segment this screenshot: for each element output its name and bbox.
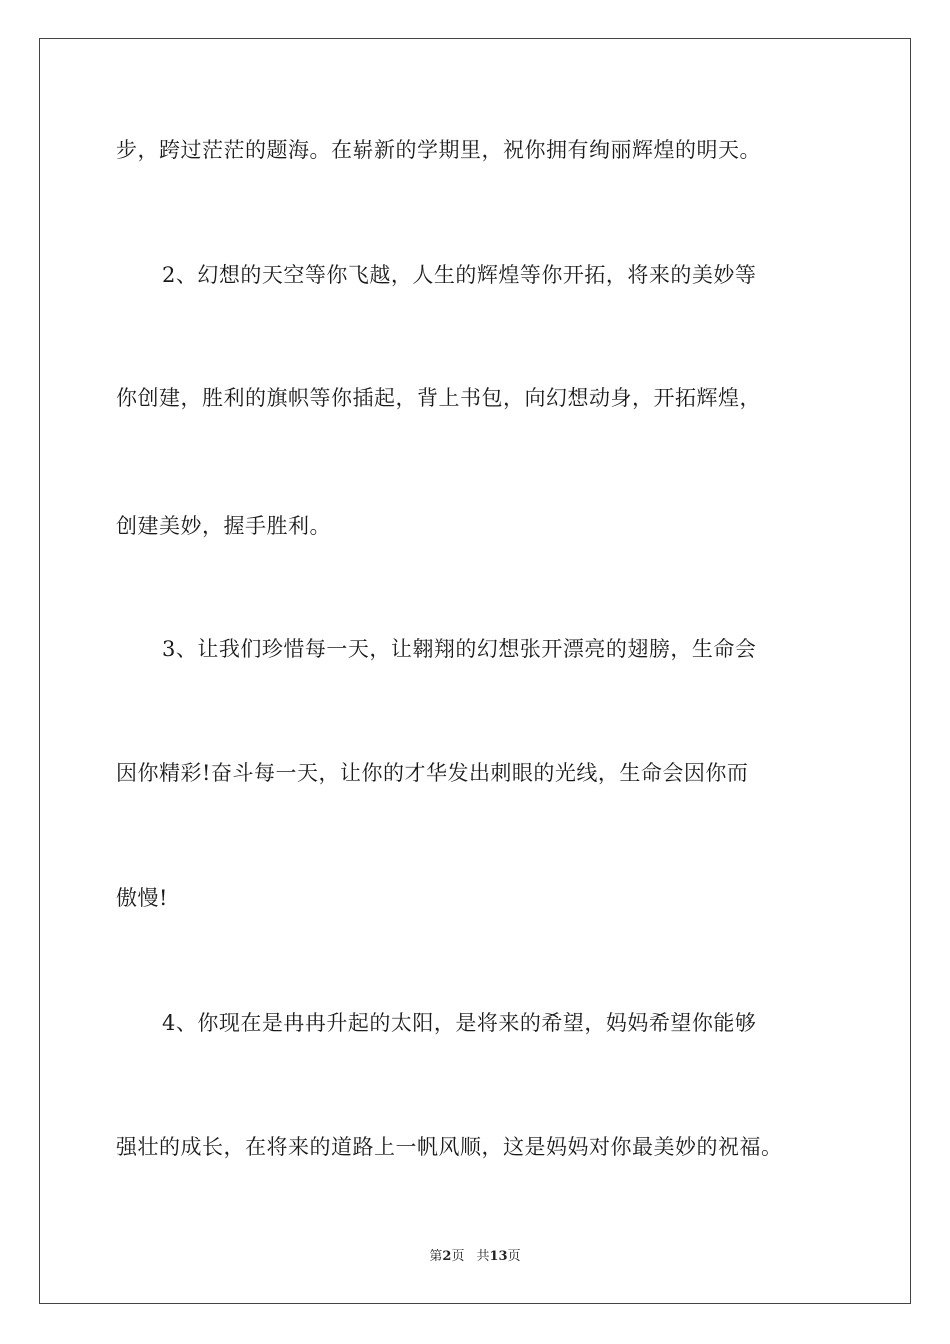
page-border [39, 38, 911, 1304]
paragraph-2-line-2: 你创建，胜利的旗帜等你插起，背上书包，向幻想动身，开拓辉煌， [116, 386, 761, 410]
paragraph-2-line-1: 2、幻想的天空等你飞越，人生的辉煌等你开拓，将来的美妙等 [162, 263, 757, 287]
paragraph-4-line-1: 4、你现在是冉冉升起的太阳，是将来的希望，妈妈希望你能够 [162, 1011, 757, 1035]
paragraph-3-line-3: 傲慢! [116, 886, 168, 910]
paragraph-4-line-2: 强壮的成长，在将来的道路上一帆风顺，这是妈妈对你最美妙的祝福。 [116, 1135, 783, 1159]
paragraph-3-line-1: 3、让我们珍惜每一天，让翱翔的幻想张开漂亮的翅膀，生命会 [162, 637, 757, 661]
total-pages: 13 [489, 1249, 508, 1264]
page-number: 2 [442, 1249, 452, 1264]
page-suffix: 页 [451, 1249, 465, 1264]
paragraph-1-line-1: 步，跨过茫茫的题海。在崭新的学期里，祝你拥有绚丽辉煌的明天。 [116, 138, 761, 162]
paragraph-3-line-2: 因你精彩!奋斗每一天，让你的才华发出刺眼的光线，生命会因你而 [116, 761, 749, 785]
page-footer [0, 1248, 950, 1266]
total-prefix: 共 [476, 1249, 490, 1264]
paragraph-2-line-3: 创建美妙，握手胜利。 [116, 514, 331, 538]
page-prefix: 第 [429, 1249, 443, 1264]
total-suffix: 页 [507, 1249, 521, 1264]
